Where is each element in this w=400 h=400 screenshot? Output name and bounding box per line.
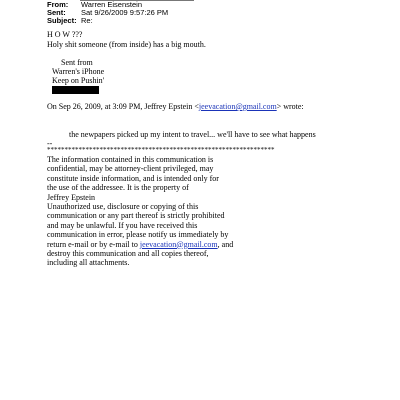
- body-line-2: Holy shit someone (from inside) has a big mouth.: [47, 40, 206, 49]
- disclaimer-line: communication or any part thereof is strictly prohibited: [47, 211, 225, 221]
- signature-line-1: Sent from: [61, 58, 93, 67]
- subject-value: Re:: [81, 16, 93, 25]
- disclaimer-line: communication in error, please notify us immediately by: [47, 230, 229, 240]
- quote-header: [47, 102, 304, 112]
- signature-redaction: [52, 85, 99, 95]
- disclaimer-line: confidential, may be attorney-client privileged, may: [47, 164, 214, 174]
- redaction-block: [52, 86, 99, 94]
- separator-stars: *****************************************************************: [47, 146, 275, 154]
- disclaimer-line: constitute inside information, and is intended only for: [47, 173, 219, 183]
- subject-label: Subject:: [47, 16, 77, 25]
- disclaimer-email-suffix: , and: [217, 239, 234, 249]
- sent-label: Sent:: [47, 8, 66, 17]
- from-label: From:: [47, 0, 69, 9]
- disclaimer-line: and may be unlawful. If you have received this: [47, 220, 198, 230]
- disclaimer-email-prefix: return e-mail or by e-mail to: [47, 239, 140, 249]
- disclaimer-line: including all attachments.: [47, 258, 130, 268]
- quote-prefix: On Sep 26, 2009, at 3:09 PM, Jeffrey Epstein <: [47, 102, 199, 111]
- quote-email-link[interactable]: jeevacation@gmail.com: [198, 102, 277, 111]
- disclaimer-email-link[interactable]: jeevacation@gmail.com: [139, 239, 218, 249]
- from-value: Warren Eisenstein: [81, 0, 142, 9]
- disclaimer-line: destroy this communication and all copies thereof,: [47, 249, 209, 259]
- disclaimer-line-email: [47, 240, 233, 249]
- separator-dashes: --: [47, 139, 53, 148]
- disclaimer-line: Jeffrey Epstein: [47, 192, 96, 202]
- quote-suffix: > wrote:: [276, 102, 304, 111]
- disclaimer-line: the use of the addressee. It is the property of: [47, 183, 189, 193]
- body-line-1: H O W ???: [47, 30, 83, 39]
- disclaimer-block: [47, 155, 233, 268]
- sent-value: Sat 9/26/2009 9:57:26 PM: [81, 8, 169, 17]
- signature-line-3: Keep on Pushin': [52, 76, 105, 85]
- signature-line-2: Warren's iPhone: [52, 67, 105, 76]
- disclaimer-line: The information contained in this communication is: [47, 155, 214, 164]
- quoted-message: the newpapers picked up my intent to travel... we'll have to see what happens: [69, 130, 316, 139]
- disclaimer-line: Unauthorized use, disclosure or copying of this: [47, 202, 199, 212]
